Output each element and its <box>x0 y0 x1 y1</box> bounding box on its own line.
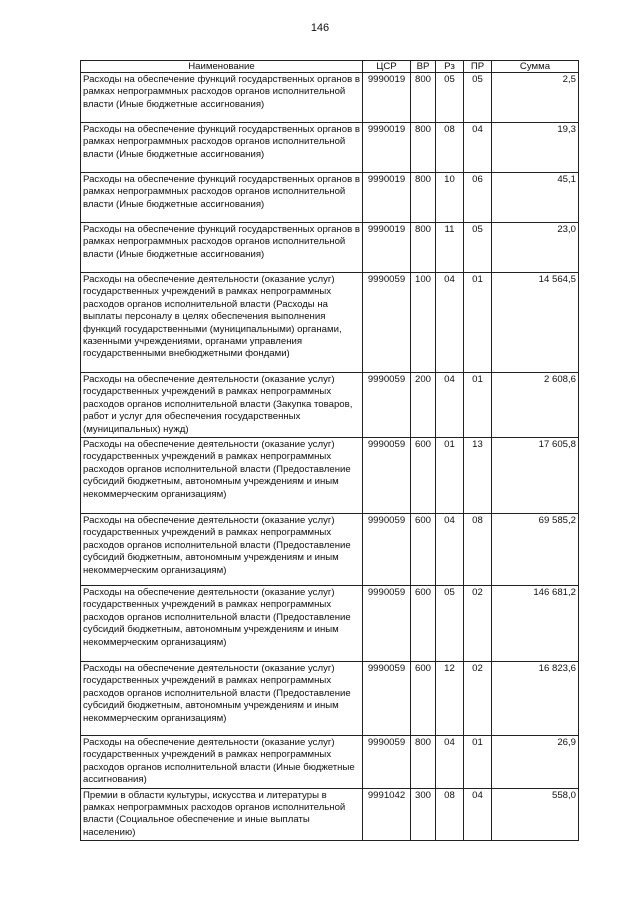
cell-rz: 08 <box>436 788 464 841</box>
cell-name: Расходы на обеспечение функций государственных органов в рамках непрограммных расходов органов исполнительной власти (Иные бюджетные ассигнования) <box>81 123 363 173</box>
cell-rz: 04 <box>436 736 464 789</box>
cell-csr: 9990059 <box>363 273 411 373</box>
cell-pr: 08 <box>464 514 492 586</box>
cell-rz: 08 <box>436 123 464 173</box>
cell-sum: 19,3 <box>492 123 579 173</box>
cell-csr: 9990059 <box>363 586 411 662</box>
cell-csr: 9990059 <box>363 662 411 736</box>
cell-name: Расходы на обеспечение деятельности (оказание услуг) государственных учреждений в рамках непрограммных расходов органов исполнительной власти (Иные бюджетные ассигнования) <box>81 736 363 789</box>
cell-rz: 05 <box>436 586 464 662</box>
cell-rz: 04 <box>436 273 464 373</box>
cell-name: Расходы на обеспечение деятельности (оказание услуг) государственных учреждений в рамках непрограммных расходов органов исполнительной власти (Предоставление субсидий бюджетным, автономным учреждениям и иным некоммерческим организациям) <box>81 586 363 662</box>
cell-vr: 100 <box>411 273 436 373</box>
cell-csr: 9990019 <box>363 123 411 173</box>
cell-csr: 9990059 <box>363 373 411 438</box>
cell-pr: 02 <box>464 586 492 662</box>
header-pr: ПР <box>464 61 492 73</box>
cell-sum: 69 585,2 <box>492 514 579 586</box>
cell-vr: 800 <box>411 223 436 273</box>
cell-pr: 04 <box>464 123 492 173</box>
table-row <box>81 736 579 789</box>
cell-sum: 16 823,6 <box>492 662 579 736</box>
cell-csr: 9990019 <box>363 223 411 273</box>
cell-csr: 9991042 <box>363 788 411 841</box>
header-rz: Рз <box>436 61 464 73</box>
cell-vr: 800 <box>411 736 436 789</box>
cell-sum: 2,5 <box>492 73 579 123</box>
table-row <box>81 73 579 123</box>
cell-pr: 02 <box>464 662 492 736</box>
cell-rz: 10 <box>436 173 464 223</box>
cell-rz: 01 <box>436 438 464 514</box>
cell-vr: 200 <box>411 373 436 438</box>
table-row <box>81 373 579 438</box>
cell-vr: 600 <box>411 662 436 736</box>
cell-rz: 11 <box>436 223 464 273</box>
cell-vr: 800 <box>411 123 436 173</box>
cell-name: Расходы на обеспечение деятельности (оказание услуг) государственных учреждений в рамках непрограммных расходов органов исполнительной власти (Предоставление субсидий бюджетным, автономным учреждениям и иным некоммерческим организациям) <box>81 438 363 514</box>
cell-pr: 05 <box>464 223 492 273</box>
cell-sum: 14 564,5 <box>492 273 579 373</box>
cell-rz: 12 <box>436 662 464 736</box>
cell-name: Премии в области культуры, искусства и литературы в рамках непрограммных расходов органов исполнительной власти (Социальное обеспечение и иные выплаты населению) <box>81 788 363 841</box>
cell-pr: 04 <box>464 788 492 841</box>
cell-sum: 146 681,2 <box>492 586 579 662</box>
cell-csr: 9990059 <box>363 438 411 514</box>
cell-name: Расходы на обеспечение функций государственных органов в рамках непрограммных расходов органов исполнительной власти (Иные бюджетные ассигнования) <box>81 173 363 223</box>
cell-pr: 01 <box>464 373 492 438</box>
cell-pr: 01 <box>464 736 492 789</box>
cell-vr: 600 <box>411 514 436 586</box>
page-number: 146 <box>310 22 330 34</box>
cell-name: Расходы на обеспечение деятельности (оказание услуг) государственных учреждений в рамках непрограммных расходов органов исполнительной власти (Предоставление субсидий бюджетным, автономным учреждениям и иным некоммерческим организациям) <box>81 662 363 736</box>
cell-csr: 9990059 <box>363 736 411 789</box>
cell-name: Расходы на обеспечение деятельности (оказание услуг) государственных учреждений в рамках непрограммных расходов органов исполнительной власти (Расходы на выплаты персоналу в целях обеспечения выполнения функций государственными (муниципальными) органами, казенными учреждениями, органами управления государственными внебюджетными фондами) <box>81 273 363 373</box>
cell-pr: 05 <box>464 73 492 123</box>
header-vr: ВР <box>411 61 436 73</box>
cell-rz: 05 <box>436 73 464 123</box>
table-row <box>81 586 579 662</box>
header-name: Наименование <box>81 61 363 73</box>
cell-vr: 300 <box>411 788 436 841</box>
cell-name: Расходы на обеспечение функций государственных органов в рамках непрограммных расходов органов исполнительной власти (Иные бюджетные ассигнования) <box>81 223 363 273</box>
table-row <box>81 438 579 514</box>
header-sum: Сумма <box>492 61 579 73</box>
header-csr: ЦСР <box>363 61 411 73</box>
cell-pr: 01 <box>464 273 492 373</box>
cell-sum: 23,0 <box>492 223 579 273</box>
table-row <box>81 223 579 273</box>
cell-name: Расходы на обеспечение деятельности (оказание услуг) государственных учреждений в рамках непрограммных расходов органов исполнительной власти (Закупка товаров, работ и услуг для обеспечения государственных (муниципальных) нужд) <box>81 373 363 438</box>
cell-csr: 9990059 <box>363 514 411 586</box>
cell-sum: 2 608,6 <box>492 373 579 438</box>
cell-sum: 17 605,8 <box>492 438 579 514</box>
cell-vr: 800 <box>411 73 436 123</box>
cell-sum: 26,9 <box>492 736 579 789</box>
cell-pr: 06 <box>464 173 492 223</box>
table-row <box>81 788 579 841</box>
table-row <box>81 273 579 373</box>
cell-rz: 04 <box>436 373 464 438</box>
table-row <box>81 514 579 586</box>
cell-vr: 600 <box>411 586 436 662</box>
table-row <box>81 123 579 173</box>
cell-name: Расходы на обеспечение функций государственных органов в рамках непрограммных расходов органов исполнительной власти (Иные бюджетные ассигнования) <box>81 73 363 123</box>
cell-rz: 04 <box>436 514 464 586</box>
cell-sum: 45,1 <box>492 173 579 223</box>
cell-name: Расходы на обеспечение деятельности (оказание услуг) государственных учреждений в рамках непрограммных расходов органов исполнительной власти (Предоставление субсидий бюджетным, автономным учреждениям и иным некоммерческим организациям) <box>81 514 363 586</box>
cell-vr: 600 <box>411 438 436 514</box>
cell-vr: 800 <box>411 173 436 223</box>
table-row <box>81 662 579 736</box>
cell-pr: 13 <box>464 438 492 514</box>
cell-csr: 9990019 <box>363 173 411 223</box>
budget-table <box>80 60 579 841</box>
cell-sum: 558,0 <box>492 788 579 841</box>
header-row <box>81 61 579 73</box>
table-row <box>81 173 579 223</box>
cell-csr: 9990019 <box>363 73 411 123</box>
